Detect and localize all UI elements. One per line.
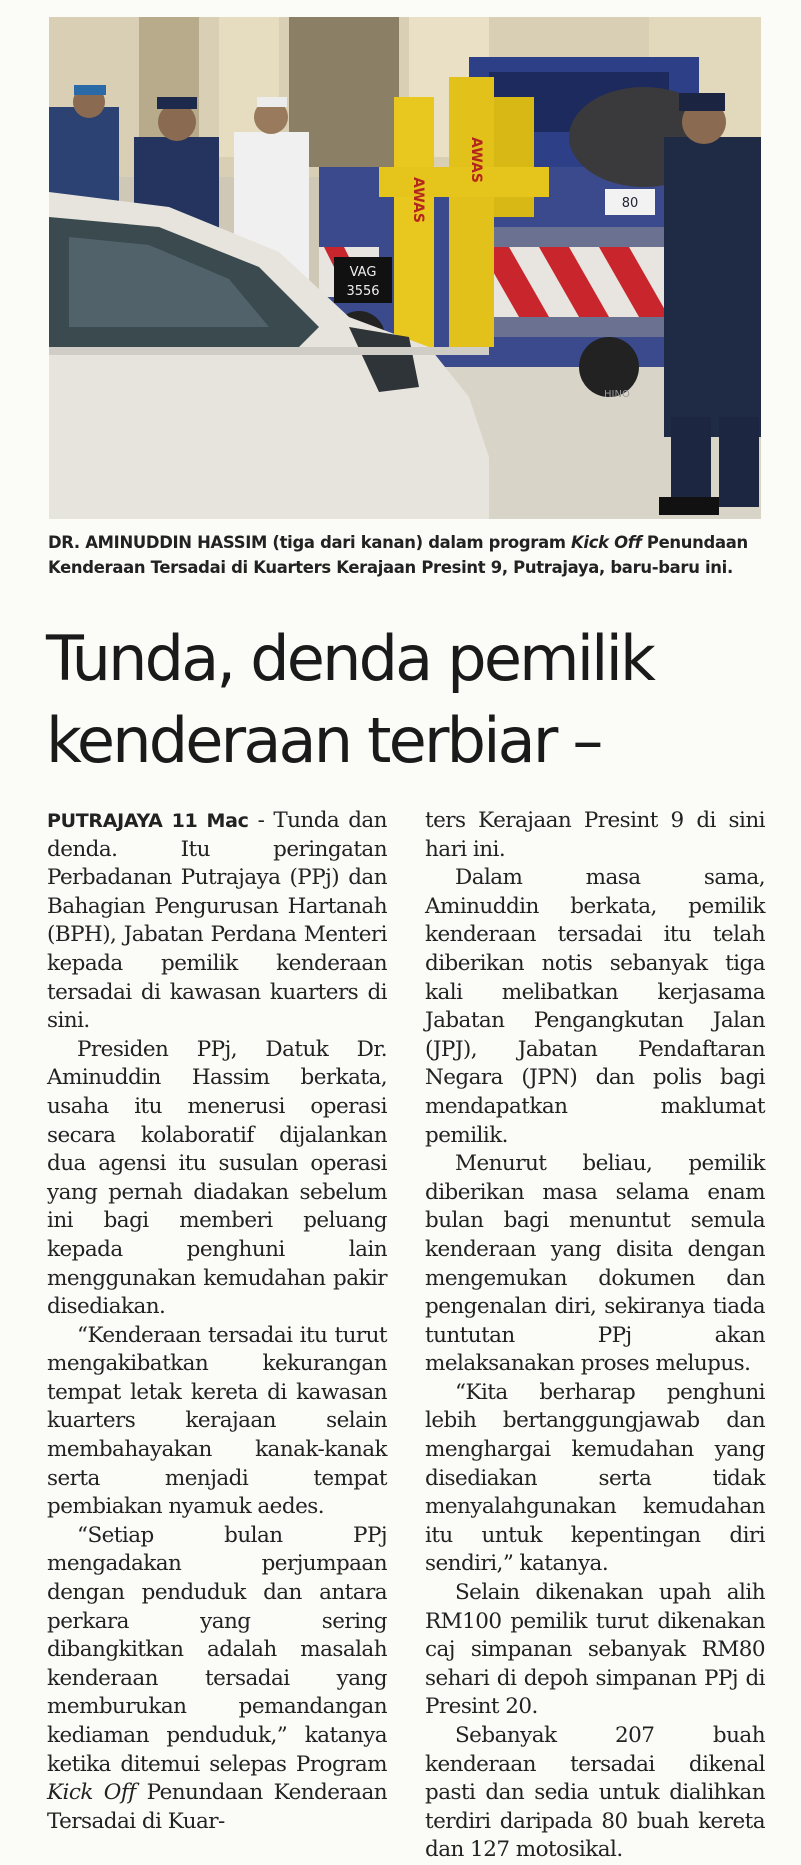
caption-text-2: Penundaan Kenderaan Tersadai di Kuarters Kerajaan Presint 9, Putrajaya, baru-baru ini. [48,533,748,577]
headline-line-2: kenderaan terbiar – [46,704,601,777]
grille-text: HINO [604,389,630,400]
paragraph-9: Sebanyak 207 buah kenderaan tersadai dikenal pasti dan sedia untuk dialihkan terdiri daripada 80 buah kereta dan 127 motosikal. [425,1723,765,1863]
paragraph-4-kickoff: Kick Off [47,1780,136,1806]
boom-warning-text: AWAS [410,177,426,223]
photo-caption [48,530,768,580]
plate-text-line1: VAG [349,265,377,280]
caption-text-1: (tiga dari kanan) dalam program [267,533,572,552]
paragraph-1 [47,807,387,1036]
boom-warning-text-2: AWAS [468,137,484,183]
paragraph-3: “Kenderaan tersadai itu turut mengakibatkan kekurangan tempat letak kereta di kawasan kuarters kerajaan selain membahayakan kanak-kanak serta menjadi tempat pembiakan nyamuk aedes. [47,1322,387,1520]
paragraph-8: Selain dikenakan upah alih RM100 pemilik turut dikenakan caj simpanan sebanyak RM80 sehari di depoh simpanan PPj di Presint 20. [425,1580,765,1720]
paragraph-4-text-a: “Setiap bulan PPj mengadakan perjumpaan dengan penduduk dan antara perkara yang sering dibangkitkan adalah masalah kenderaan tersadai yang memburukan pemandangan kediaman penduduk,” katanya ketika ditemui selepas Program [47,1522,387,1777]
paragraph-5: Dalam masa sama, Aminuddin berkata, pemilik kenderaan tersadai itu telah diberikan notis sebanyak tiga kali melibatkan kerjasama Jabatan Pengangkutan Jalan (JPJ), Jabatan Pendaftaran Negara (JPN) dan polis bagi mendapatkan maklumat pemilik. [425,865,765,1148]
headline [46,618,786,782]
news-photo [49,17,761,519]
paragraph-2: Presiden PPj, Datuk Dr. Aminuddin Hassim berkata, usaha itu menerusi operasi secara kolaboratif dijalankan dua agensi itu susulan operasi yang pernah diadakan sebelum ini bagi memberi peluang kepada penghuni lain menggunakan kemudahan pakir disediakan. [47,1036,387,1320]
caption-name: DR. AMINUDDIN HASSIM [48,533,268,552]
paragraph-6: Menurut beliau, pemilik diberikan masa selama enam bulan bagi menuntut semula kenderaan yang disita dengan mengemukan dokumen dan pengenalan diri, sekiranya tiada tuntutan PPj akan melaksanakan proses melupus. [425,1151,765,1377]
plate-text-line2: 3556 [346,284,380,299]
article-column-right [425,807,765,1865]
headline-line-1: Tunda, denda pemilik [46,622,654,695]
article-column-left [47,807,387,1836]
paragraph-4-continued: ters Kerajaan Presint 9 di sini hari ini. [425,808,765,862]
paragraph-4 [47,1522,387,1837]
truck-tag-text: 80 [621,196,639,211]
paragraph-7: “Kita berharap penghuni lebih bertanggungjawab dan menghargai kemudahan yang disediakan serta tidak menyalahgunakan kemudahan itu untuk kepentingan diri sendiri,” katanya. [425,1379,765,1577]
caption-kickoff: Kick Off [571,533,642,552]
paragraph-1-text: - Tunda dan denda. Itu peringatan Perbadanan Putrajaya (PPj) dan Bahagian Pengurusan Hartanah (BPH), Jabatan Perdana Menteri kepada pemilik kenderaan tersadai di kawasan kuarters di sini. [47,808,387,1034]
paragraph-4-text-b: Penundaan Kenderaan Tersadai di Kuar- [47,1780,388,1834]
tow-truck-scene-image [49,17,761,519]
dateline: PUTRAJAYA 11 Mac [47,810,249,832]
